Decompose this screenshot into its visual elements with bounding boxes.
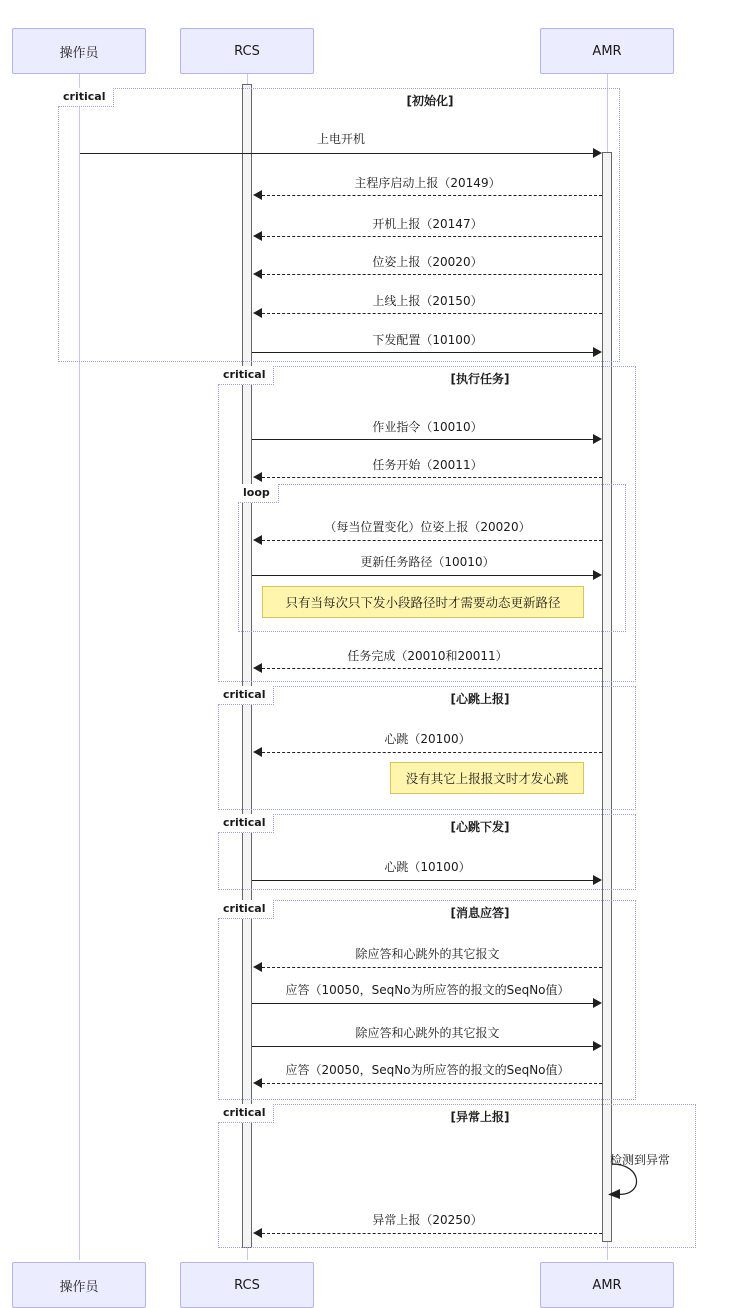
frame-init-label: critical [58, 88, 114, 107]
frame-exception-label: critical [218, 1104, 274, 1123]
message-arrow-m14 [253, 962, 262, 972]
message-label-m8: 任务开始（20011） [372, 458, 483, 472]
message-arrow-m17 [253, 1078, 262, 1088]
actor-amr-bottom [540, 1262, 674, 1308]
message-line-m8 [262, 477, 602, 478]
actor-operator-bottom-label: 操作员 [59, 1279, 99, 1295]
message-label-m11: 任务完成（20010和20011） [347, 649, 508, 663]
message-arrow-m13 [593, 875, 602, 885]
message-arrow-m16 [593, 1041, 602, 1051]
message-arrow-m5 [253, 308, 262, 318]
message-line-m16 [252, 1046, 593, 1047]
message-label-m19: 异常上报（20250） [372, 1213, 483, 1227]
message-arrow-m6 [593, 347, 602, 357]
message-label-m13: 心跳（10100） [384, 860, 471, 874]
note-dynamic-path [262, 586, 584, 618]
message-arrow-m19 [253, 1228, 262, 1238]
message-line-m11 [262, 668, 602, 669]
actor-operator-top [12, 28, 146, 74]
message-line-m5 [262, 313, 602, 314]
message-arrow-m9 [253, 535, 262, 545]
message-line-m12 [262, 752, 602, 753]
frame-init-title: [初始化] [406, 94, 454, 108]
message-arrow-m1 [593, 148, 602, 158]
frame-ack-label: critical [218, 900, 274, 919]
message-line-m13 [252, 880, 593, 881]
actor-operator-top-label: 操作员 [59, 45, 99, 61]
actor-rcs-top-label: RCS [234, 43, 260, 59]
message-line-m17 [262, 1083, 602, 1084]
message-line-m9 [262, 540, 602, 541]
frame-heartbeat-up-label: critical [218, 686, 274, 705]
message-arrow-m11 [253, 663, 262, 673]
frame-loop-label: loop [238, 484, 279, 503]
frame-task-label: critical [218, 366, 274, 385]
frame-exception-title: [异常上报] [450, 1110, 510, 1124]
note-heartbeat-condition-text: 没有其它上报报文时才发心跳 [405, 771, 569, 786]
message-line-m10 [252, 575, 593, 576]
message-arrow-m3 [253, 231, 262, 241]
frame-heartbeat-down-label: critical [218, 814, 274, 833]
message-arrow-m15 [593, 998, 602, 1008]
message-line-m3 [262, 236, 602, 237]
message-arrow-m4 [253, 269, 262, 279]
actor-rcs-top [180, 28, 314, 74]
message-label-m5: 上线上报（20150） [372, 294, 483, 308]
message-line-m6 [252, 352, 593, 353]
message-line-m7 [252, 439, 593, 440]
frame-ack-title: [消息应答] [450, 906, 510, 920]
message-label-m7: 作业指令（10010） [372, 420, 483, 434]
message-label-m3: 开机上报（20147） [372, 217, 483, 231]
message-label-m10: 更新任务路径（10010） [360, 555, 495, 569]
message-arrow-m8 [253, 472, 262, 482]
message-label-m17: 应答（20050，SeqNo为所应答的报文的SeqNo值） [285, 1063, 570, 1077]
message-arrow-m2 [253, 190, 262, 200]
message-line-m1 [80, 153, 593, 154]
frame-heartbeat-down-title: [心跳下发] [450, 820, 510, 834]
actor-rcs-bottom [180, 1262, 314, 1308]
message-line-m15 [252, 1003, 593, 1004]
message-label-m12: 心跳（20100） [384, 732, 471, 746]
message-label-m2: 主程序启动上报（20149） [354, 176, 501, 190]
frame-task-title: [执行任务] [450, 372, 510, 386]
actor-amr-top [540, 28, 674, 74]
message-arrow-m7 [593, 434, 602, 444]
actor-operator-bottom [12, 1262, 146, 1308]
message-label-m4: 位姿上报（20020） [372, 255, 483, 269]
message-label-m15: 应答（10050，SeqNo为所应答的报文的SeqNo值） [285, 983, 570, 997]
message-line-m2 [262, 195, 602, 196]
actor-amr-top-label: AMR [592, 43, 622, 59]
message-self-loop-m18 [596, 1160, 656, 1210]
note-heartbeat-condition [390, 762, 584, 794]
message-label-m14: 除应答和心跳外的其它报文 [355, 947, 500, 961]
message-label-m6: 下发配置（10100） [372, 333, 483, 347]
message-label-m18: 检测到异常 [609, 1153, 670, 1167]
message-label-m16: 除应答和心跳外的其它报文 [355, 1026, 500, 1040]
message-line-m14 [262, 967, 602, 968]
message-arrow-m12 [253, 747, 262, 757]
message-line-m19 [262, 1233, 602, 1234]
message-label-m1: 上电开机 [316, 132, 365, 146]
actor-amr-bottom-label: AMR [592, 1277, 622, 1293]
actor-rcs-bottom-label: RCS [234, 1277, 260, 1293]
frame-heartbeat-up-title: [心跳上报] [450, 692, 510, 706]
note-dynamic-path-text: 只有当每次只下发小段路径时才需要动态更新路径 [285, 595, 561, 610]
message-label-m9: （每当位置变化）位姿上报（20020） [324, 520, 531, 534]
message-line-m4 [262, 274, 602, 275]
message-arrow-m10 [593, 570, 602, 580]
